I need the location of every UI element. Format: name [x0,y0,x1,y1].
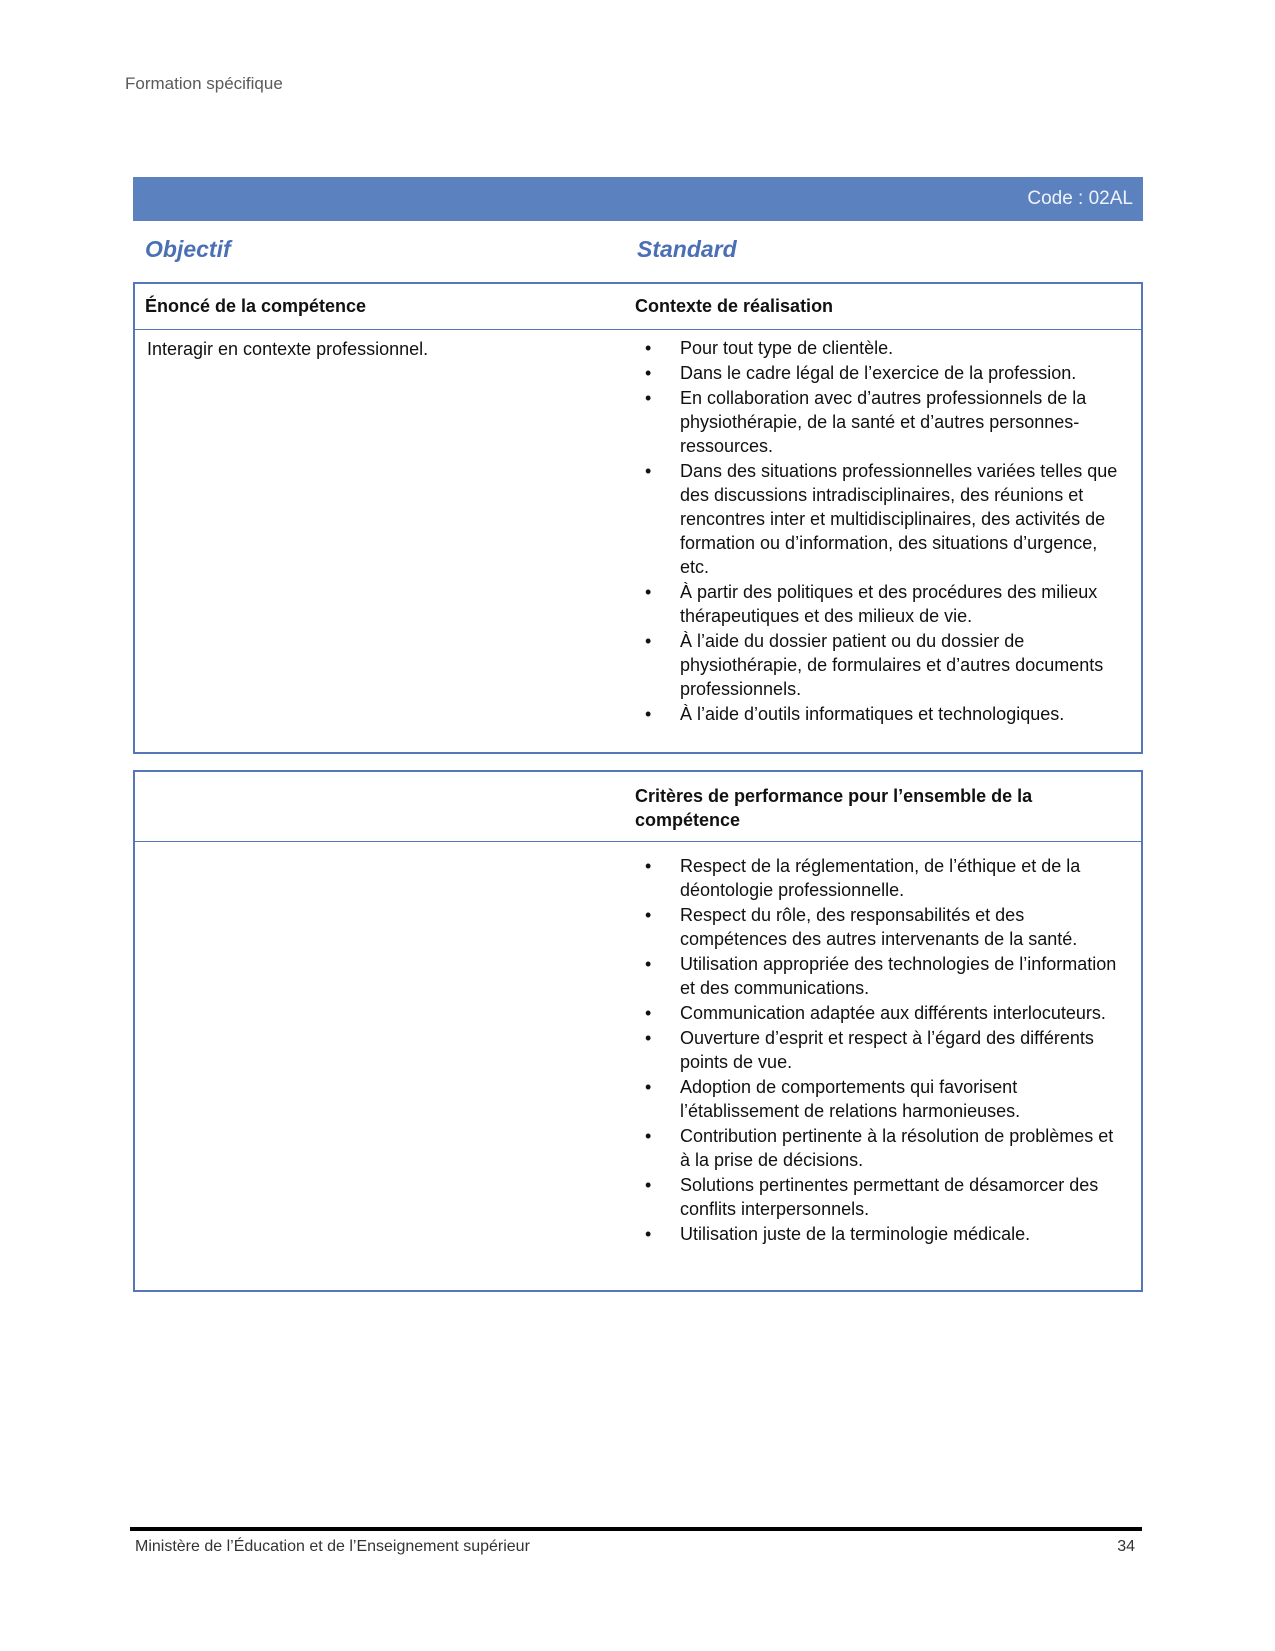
list-item: • Solutions pertinentes permettant de désamorcer des conflits interpersonnels. [645,1173,1125,1221]
code-label: Code : 02AL [1027,188,1133,209]
competence-statement-header: Énoncé de la compétence [145,296,367,316]
context-list [645,336,1125,727]
standard-title: Standard [637,236,737,262]
criteria-header: Critères de performance pour l’ensemble de la compétence [635,786,1033,830]
footer-rule [130,1527,1142,1531]
list-item: • Dans des situations professionnelles variées telles que des discussions intradisciplinaires, des réunions et rencontres inter et multidisciplinaires, des activités de formation ou d’information, des situations d’urgence, etc. [645,459,1125,579]
code-band [133,177,1143,221]
list-item: • Communication adaptée aux différents interlocuteurs. [645,1001,1125,1025]
list-item: • Pour tout type de clientèle. [645,336,1125,360]
competence-statement: Interagir en contexte professionnel. [147,339,429,359]
competence-table [133,282,1143,754]
list-item: • Respect de la réglementation, de l’éthique et de la déontologie professionnelle. [645,854,1125,902]
page-number: 34 [1117,1538,1135,1555]
list-item: • Contribution pertinente à la résolution de problèmes et à la prise de décisions. [645,1124,1125,1172]
context-header: Contexte de réalisation [635,296,834,316]
list-item: • Respect du rôle, des responsabilités et des compétences des autres intervenants de la santé. [645,903,1125,951]
list-item: • Utilisation juste de la terminologie médicale. [645,1222,1125,1246]
list-item: • Adoption de comportements qui favorisent l’établissement de relations harmonieuses. [645,1075,1125,1123]
running-header: Formation spécifique [125,74,283,93]
section-titles [145,236,1145,266]
footer-ministry: Ministère de l’Éducation et de l’Enseignement supérieur [135,1538,530,1555]
list-item: • À l’aide d’outils informatiques et technologiques. [645,702,1125,726]
criteria-list [645,854,1125,1247]
competence-table-header [135,284,1141,330]
criteria-table-header [135,772,1141,842]
objective-title: Objectif [145,236,231,262]
list-item: • À l’aide du dossier patient ou du dossier de physiothérapie, de formulaires et d’autres documents professionnels. [645,629,1125,701]
list-item: • En collaboration avec d’autres professionnels de la physiothérapie, de la santé et d’autres personnes-ressources. [645,386,1125,458]
criteria-table [133,770,1143,1292]
list-item: • Utilisation appropriée des technologies de l’information et des communications. [645,952,1125,1000]
list-item: • Ouverture d’esprit et respect à l’égard des différents points de vue. [645,1026,1125,1074]
list-item: • À partir des politiques et des procédures des milieux thérapeutiques et des milieux de vie. [645,580,1125,628]
list-item: • Dans le cadre légal de l’exercice de la profession. [645,361,1125,385]
